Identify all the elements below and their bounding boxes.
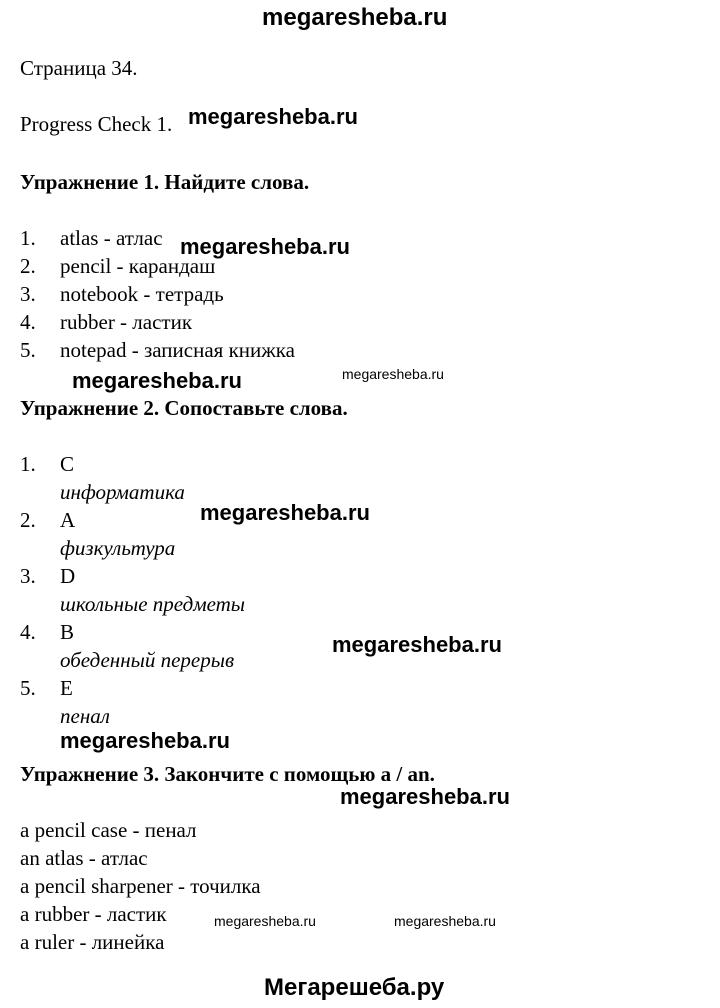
- watermark: megaresheba.ru: [214, 913, 316, 929]
- watermark: megaresheba.ru: [342, 366, 444, 382]
- exercise2-item-number: 1.: [20, 452, 36, 476]
- exercise1-item-number: 4.: [20, 310, 36, 334]
- exercise2-item-number: 4.: [20, 620, 36, 644]
- exercise2-item-translation: школьные предметы: [60, 592, 246, 616]
- exercise1-item-number: 2.: [20, 254, 36, 278]
- page-label: Страница 34.: [20, 56, 138, 80]
- exercise2-item-translation: пенал: [60, 704, 110, 728]
- exercise1-item-text: atlas - атлас: [60, 226, 163, 250]
- exercise1-item-text: notepad - записная книжка: [60, 338, 295, 362]
- exercise2-item-translation: обеденный перерыв: [60, 648, 235, 672]
- exercise3-line: a ruler - линейка: [20, 930, 165, 954]
- watermark: megaresheba.ru: [72, 368, 242, 393]
- exercise2-item-letter: D: [60, 564, 76, 588]
- exercise3-line: a pencil sharpener - точилка: [20, 874, 261, 898]
- exercise2-item-letter: E: [60, 676, 73, 700]
- exercise2-item-number: 2.: [20, 508, 36, 532]
- exercise3-line: a pencil case - пенал: [20, 818, 197, 842]
- exercise2-item-letter: A: [60, 508, 76, 532]
- exercise1-title: Упражнение 1. Найдите слова.: [20, 170, 310, 194]
- exercise1-item-number: 3.: [20, 282, 36, 306]
- exercise3-title: Упражнение 3. Закончите с помощью a / an.: [20, 762, 435, 786]
- exercise3-line: a rubber - ластик: [20, 902, 167, 926]
- exercise2-item-letter: B: [60, 620, 75, 644]
- section-title: Progress Check 1.: [20, 112, 173, 136]
- exercise1-item-text: notebook - тетрадь: [60, 282, 224, 306]
- watermark: megaresheba.ru: [340, 784, 510, 809]
- exercise1-item-text: rubber - ластик: [60, 310, 193, 334]
- site-header: megaresheba.ru: [262, 4, 448, 31]
- exercise3-line: an atlas - атлас: [20, 846, 148, 870]
- exercise2-item-translation: информатика: [60, 480, 185, 504]
- watermark: megaresheba.ru: [394, 913, 496, 929]
- exercise1-item-number: 1.: [20, 226, 36, 250]
- watermark: megaresheba.ru: [180, 234, 350, 259]
- exercise2-item-number: 3.: [20, 564, 36, 588]
- exercise2-item-translation: физкультура: [60, 536, 176, 560]
- exercise2-title: Упражнение 2. Сопоставьте слова.: [20, 396, 348, 420]
- exercise1-item-text: pencil - карандаш: [60, 254, 216, 278]
- watermark: megaresheba.ru: [332, 632, 502, 657]
- exercise2-item-number: 5.: [20, 676, 36, 700]
- site-footer: Мегарешеба.ру: [264, 974, 445, 1001]
- exercise2-item-letter: C: [60, 452, 75, 476]
- watermark: megaresheba.ru: [60, 728, 230, 753]
- watermark: megaresheba.ru: [188, 104, 358, 129]
- watermark: megaresheba.ru: [200, 500, 370, 525]
- exercise1-item-number: 5.: [20, 338, 36, 362]
